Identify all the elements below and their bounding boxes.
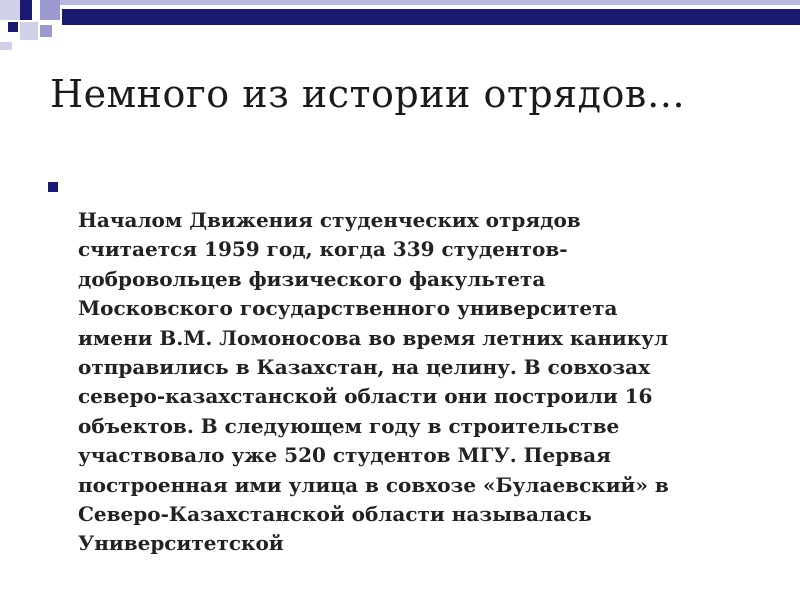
bullet-text: Началом Движения студенческих отрядов считается 1959 год, когда 339 студентов- добровольцев физического факультета Московского государственного университета имени В.М. Ломоносова во время летних каникул отправились в Казахстан, на целину. В совхозах северо-казахстанской области они построили 16 объектов. В следующем году в строительстве участвовало уже 520 студентов МГУ. Первая построенная ими улица в совхозе «Булаевский» в Северо-Казахстанской области называлась Университетской: [78, 208, 669, 556]
header-decoration: [0, 0, 800, 50]
decor-square-pale: [0, 0, 20, 20]
decor-square-bottom: [0, 42, 12, 50]
decor-square-small-pale: [20, 22, 38, 40]
decor-line-top: [60, 0, 800, 5]
decor-square-small-dark: [8, 22, 18, 32]
square-bullet-icon: [48, 182, 58, 192]
decor-square-light: [40, 0, 60, 20]
decor-square-small-light: [40, 25, 52, 37]
slide-title: Немного из истории отрядов…: [50, 72, 686, 116]
decor-square-dark: [20, 0, 32, 20]
decor-bar: [62, 9, 800, 25]
